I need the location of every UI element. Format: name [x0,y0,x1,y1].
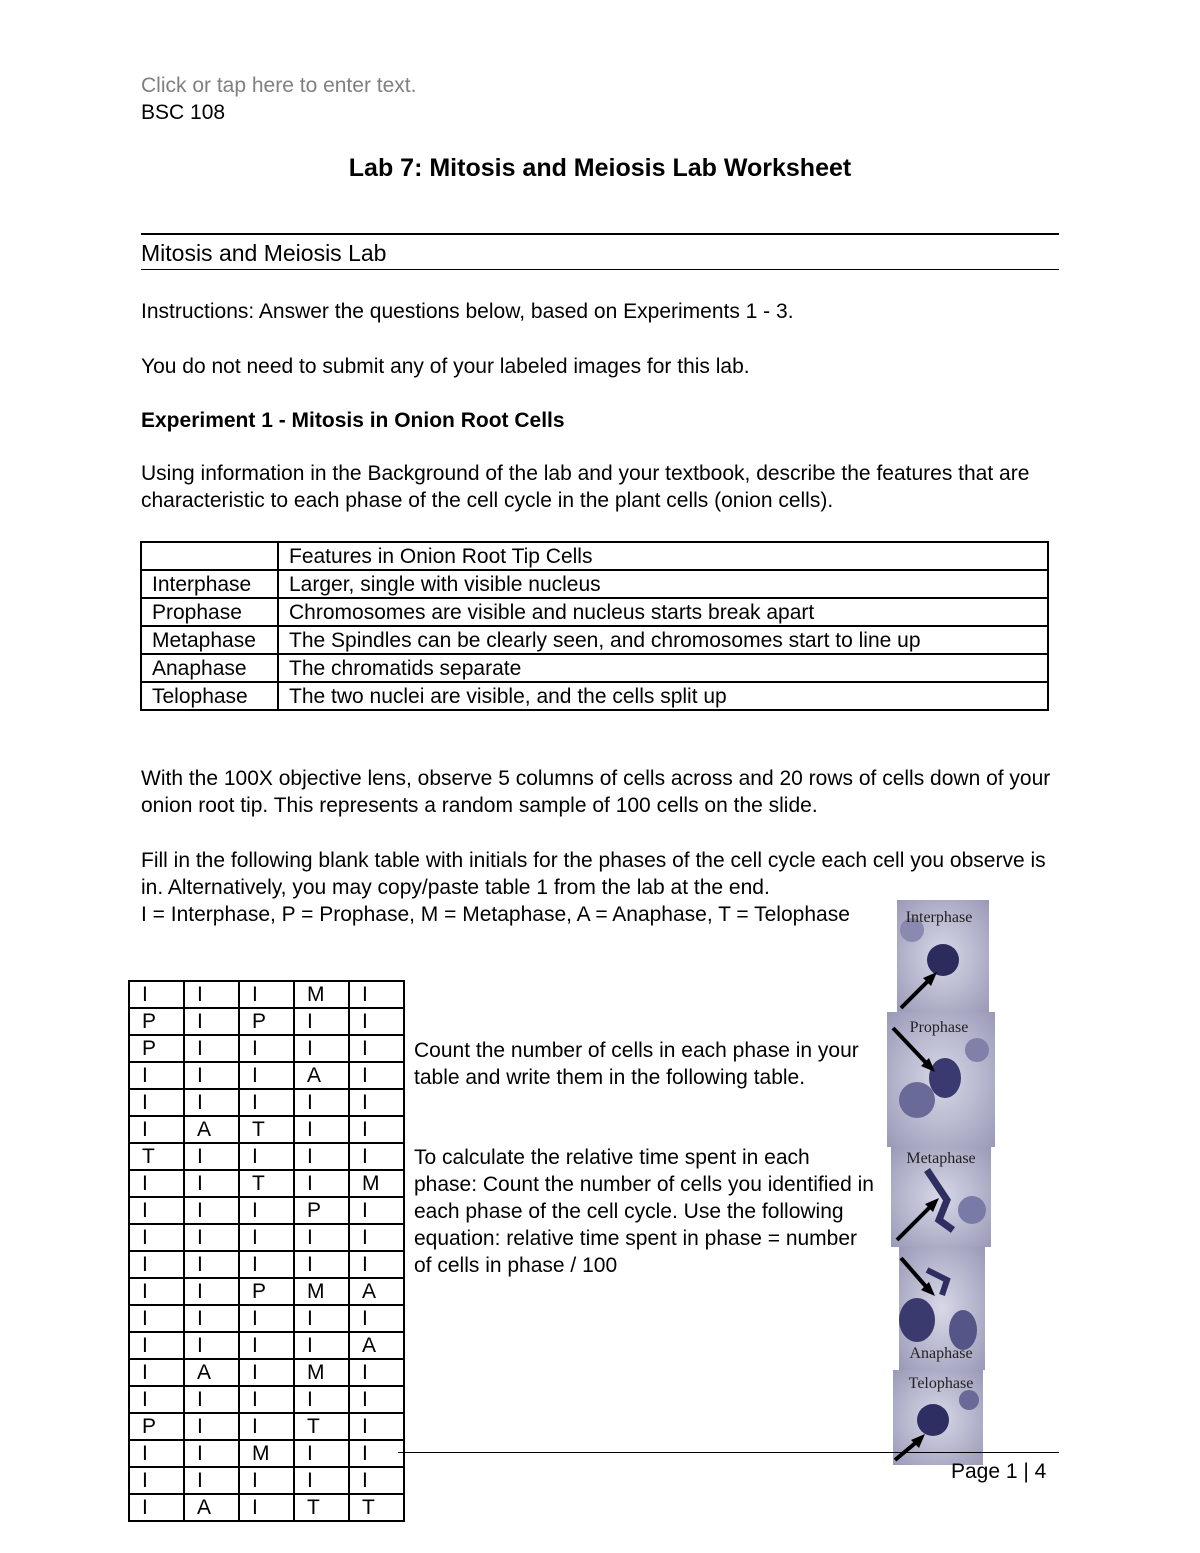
grid-cell[interactable]: P [129,1008,184,1035]
table-row [141,654,1048,682]
feature-cell[interactable]: The Spindles can be clearly seen, and chromosomes start to line up [278,626,1048,654]
grid-cell[interactable]: I [294,1440,349,1467]
grid-cell[interactable]: I [294,1116,349,1143]
grid-cell[interactable]: I [129,1494,184,1521]
grid-cell[interactable]: I [184,1035,239,1062]
table-row [141,682,1048,710]
grid-row [129,1035,404,1062]
phase-micrograph-strip [887,900,1005,1470]
grid-row [129,1062,404,1089]
grid-row [129,1494,404,1521]
grid-cell[interactable]: I [129,1440,184,1467]
grid-row [129,1197,404,1224]
grid-cell[interactable]: I [129,1251,184,1278]
grid-cell[interactable]: I [349,981,404,1008]
grid-cell[interactable]: I [349,1008,404,1035]
page-title: Lab 7: Mitosis and Meiosis Lab Worksheet [348,154,852,182]
grid-row [129,1143,404,1170]
grid-cell[interactable]: P [294,1197,349,1224]
section-heading: Mitosis and Meiosis Lab [141,240,387,266]
phase-cell[interactable]: Telophase [141,682,278,710]
grid-cell[interactable]: T [294,1494,349,1521]
grid-cell[interactable]: I [129,1332,184,1359]
grid-cell[interactable]: I [129,1224,184,1251]
grid-cell[interactable]: I [184,1413,239,1440]
grid-row [129,981,404,1008]
grid-row [129,1359,404,1386]
phase-cell[interactable]: Anaphase [141,654,278,682]
grid-cell[interactable]: I [239,1089,294,1116]
micrograph-image [887,900,1005,1465]
grid-cell[interactable]: I [129,981,184,1008]
grid-cell[interactable]: M [349,1170,404,1197]
grid-cell[interactable]: I [184,1467,239,1494]
phase-cell[interactable]: Interphase [141,570,278,598]
grid-cell[interactable]: I [129,1089,184,1116]
grid-cell[interactable]: A [184,1116,239,1143]
grid-row [129,1278,404,1305]
grid-row [129,1440,404,1467]
grid-cell[interactable]: I [129,1197,184,1224]
section-bottom-rule [141,269,1059,270]
grid-cell[interactable]: I [129,1386,184,1413]
grid-cell[interactable]: I [349,1413,404,1440]
grid-cell[interactable]: I [349,1305,404,1332]
experiment-1-prompt: Using information in the Background of the lab and your textbook, describe the features that are characteristic to each phase of the cell cycle in the plant cells (onion cells). [141,462,1030,512]
course-code: BSC 108 [141,101,226,124]
grid-cell[interactable]: I [184,981,239,1008]
page-number: Page 1 | 4 [951,1460,1047,1483]
footer-rule [398,1452,1059,1453]
grid-row [129,1251,404,1278]
grid-cell[interactable]: I [294,1035,349,1062]
phase-features-table [140,541,1049,711]
grid-cell[interactable]: I [294,1224,349,1251]
section-top-rule [141,233,1059,235]
grid-cell[interactable]: I [239,981,294,1008]
grid-cell[interactable]: I [349,1197,404,1224]
feature-cell[interactable]: Chromosomes are visible and nucleus starts break apart [278,598,1048,626]
grid-cell[interactable]: I [294,1089,349,1116]
grid-cell[interactable]: I [294,1332,349,1359]
grid-cell[interactable]: T [239,1170,294,1197]
grid-row [129,1332,404,1359]
grid-cell[interactable]: I [239,1386,294,1413]
count-instructions: Count the number of cells in each phase in your table and write them in the following table. [414,1039,859,1089]
grid-cell[interactable]: I [239,1494,294,1521]
phase-legend: I = Interphase, P = Prophase, M = Metaphase, A = Anaphase, T = Telophase [141,903,850,926]
grid-cell[interactable]: M [294,1278,349,1305]
grid-cell[interactable]: P [239,1008,294,1035]
grid-cell[interactable]: T [349,1494,404,1521]
table-header-row [141,542,1048,570]
grid-row [129,1170,404,1197]
grid-cell[interactable]: P [129,1035,184,1062]
grid-cell[interactable]: A [349,1278,404,1305]
grid-cell[interactable]: I [239,1035,294,1062]
grid-row [129,1224,404,1251]
grid-cell[interactable]: I [239,1224,294,1251]
grid-cell[interactable]: A [184,1359,239,1386]
grid-cell[interactable]: I [129,1170,184,1197]
grid-cell[interactable]: I [184,1332,239,1359]
grid-cell[interactable]: I [294,1143,349,1170]
grid-cell[interactable]: M [294,1359,349,1386]
grid-cell[interactable]: I [184,1251,239,1278]
grid-cell[interactable]: T [294,1413,349,1440]
micrograph-label-telophase: Telophase [908,1375,974,1392]
grid-row [129,1305,404,1332]
feature-cell[interactable]: The chromatids separate [278,654,1048,682]
cell-observation-grid [128,980,405,1522]
grid-cell[interactable]: I [294,1305,349,1332]
placeholder-text-field[interactable]: Click or tap here to enter text. [141,74,417,97]
grid-cell[interactable]: I [349,1062,404,1089]
grid-cell[interactable]: A [349,1332,404,1359]
grid-cell[interactable]: I [239,1143,294,1170]
grid-cell[interactable]: T [129,1143,184,1170]
phase-cell[interactable]: Prophase [141,598,278,626]
submission-note: You do not need to submit any of your labeled images for this lab. [141,355,750,378]
feature-cell[interactable]: Larger, single with visible nucleus [278,570,1048,598]
grid-cell[interactable]: I [239,1251,294,1278]
grid-cell[interactable]: I [184,1170,239,1197]
table-row [141,570,1048,598]
grid-cell[interactable]: A [294,1062,349,1089]
grid-cell[interactable]: I [129,1278,184,1305]
grid-cell[interactable]: I [184,1224,239,1251]
grid-cell[interactable]: P [129,1413,184,1440]
header-blank-cell[interactable] [141,542,278,570]
grid-row [129,1386,404,1413]
experiment-1-heading: Experiment 1 - Mitosis in Onion Root Cells [141,409,565,432]
grid-cell[interactable]: I [184,1440,239,1467]
grid-cell[interactable]: I [239,1062,294,1089]
grid-cell[interactable]: I [349,1440,404,1467]
grid-row [129,1008,404,1035]
grid-cell[interactable]: I [294,1467,349,1494]
micrograph-label-prophase: Prophase [909,1019,969,1036]
grid-cell[interactable]: I [349,1089,404,1116]
phase-cell[interactable]: Metaphase [141,626,278,654]
grid-cell[interactable]: I [184,1305,239,1332]
grid-cell[interactable]: I [184,1143,239,1170]
grid-cell[interactable]: I [349,1386,404,1413]
grid-cell[interactable]: I [349,1467,404,1494]
grid-cell[interactable]: I [184,1089,239,1116]
grid-cell[interactable]: I [349,1224,404,1251]
grid-cell[interactable]: I [239,1305,294,1332]
grid-cell[interactable]: I [239,1413,294,1440]
grid-cell[interactable]: I [184,1008,239,1035]
grid-cell[interactable]: I [129,1062,184,1089]
feature-cell[interactable]: The two nuclei are visible, and the cells split up [278,682,1048,710]
header-features-cell[interactable]: Features in Onion Root Tip Cells [278,542,1048,570]
grid-cell[interactable]: I [129,1305,184,1332]
grid-cell[interactable]: M [239,1440,294,1467]
grid-cell[interactable]: I [239,1467,294,1494]
micrograph-label-metaphase: Metaphase [906,1150,976,1167]
grid-cell[interactable]: M [294,981,349,1008]
grid-row [129,1467,404,1494]
grid-cell[interactable]: I [349,1143,404,1170]
grid-cell[interactable]: I [349,1359,404,1386]
grid-cell[interactable]: I [239,1359,294,1386]
micrograph-label-anaphase: Anaphase [909,1345,973,1362]
grid-cell[interactable]: I [349,1035,404,1062]
grid-cell[interactable]: I [349,1116,404,1143]
grid-cell[interactable]: P [239,1278,294,1305]
instructions-text: Instructions: Answer the questions below, based on Experiments 1 - 3. [141,300,794,323]
calculation-instructions: To calculate the relative time spent in each phase: Count the number of cells you identified in each phase of the cell cycle. Use the following equation: relative time spent in phase = number of cells in phase / 100 [414,1146,874,1277]
grid-cell[interactable]: I [294,1386,349,1413]
grid-cell[interactable]: I [129,1359,184,1386]
grid-cell[interactable]: I [349,1251,404,1278]
grid-cell[interactable]: I [294,1251,349,1278]
grid-cell[interactable]: I [294,1008,349,1035]
grid-cell[interactable]: I [184,1278,239,1305]
grid-cell[interactable]: I [239,1332,294,1359]
grid-cell[interactable]: I [294,1170,349,1197]
grid-row [129,1116,404,1143]
grid-cell[interactable]: A [184,1494,239,1521]
grid-cell[interactable]: T [239,1116,294,1143]
grid-cell[interactable]: I [129,1467,184,1494]
grid-row [129,1089,404,1116]
grid-row [129,1413,404,1440]
grid-cell[interactable]: I [129,1116,184,1143]
observation-instructions: With the 100X objective lens, observe 5 columns of cells across and 20 rows of cells down of your onion root tip. This represents a random sample of 100 cells on the slide. [141,767,1051,817]
table-row [141,626,1048,654]
grid-cell[interactable]: I [184,1386,239,1413]
table-row [141,598,1048,626]
micrograph-label-interphase: Interphase [905,909,973,926]
fill-in-instructions: Fill in the following blank table with initials for the phases of the cell cycle each cell you observe is in. Alternatively, you may copy/paste table 1 from the lab at the end. [141,849,1046,899]
grid-cell[interactable]: I [184,1197,239,1224]
grid-cell[interactable]: I [239,1197,294,1224]
grid-cell[interactable]: I [184,1062,239,1089]
